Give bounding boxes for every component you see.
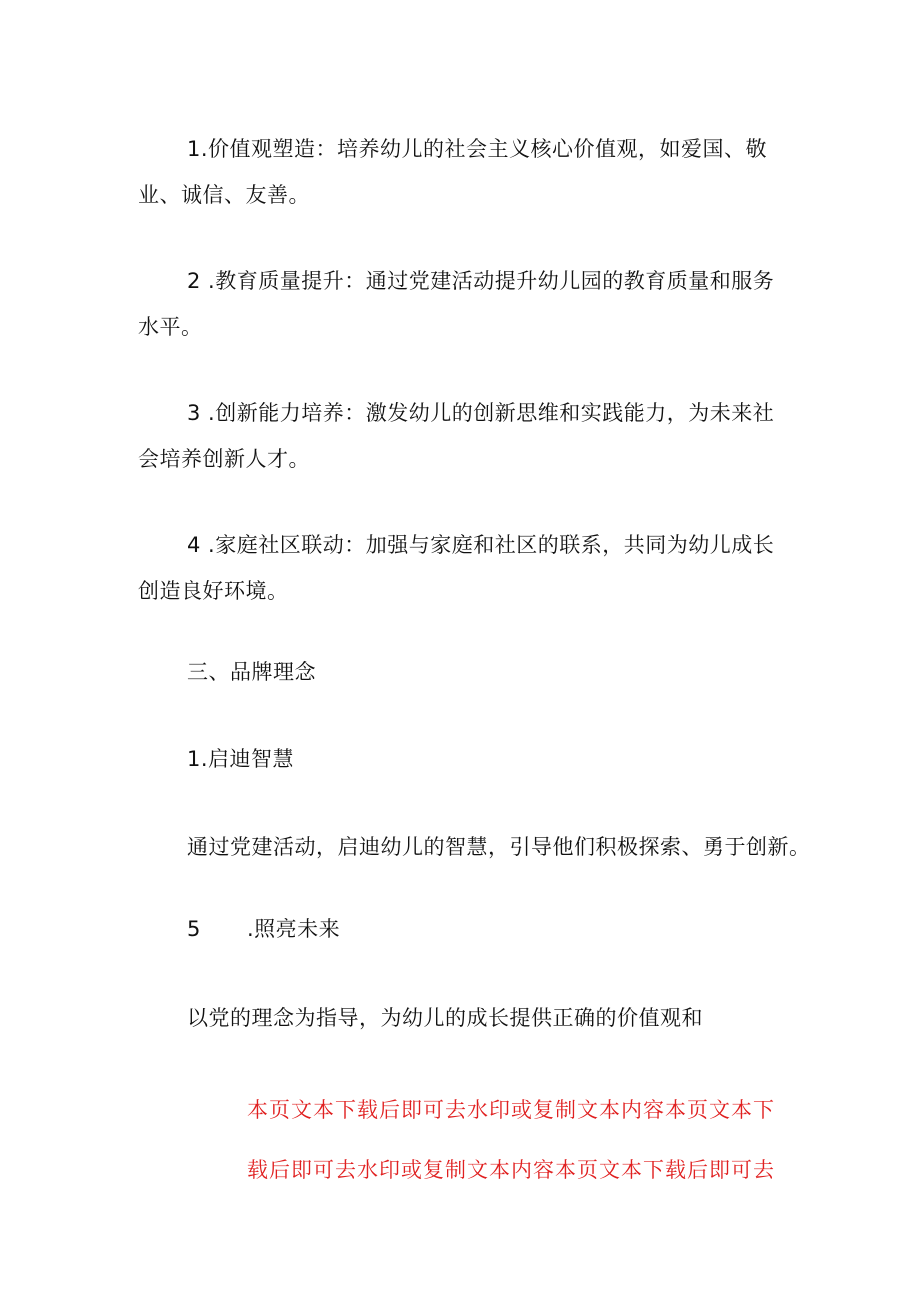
concept-number-2: 5: [187, 917, 201, 941]
watermark-line-1: 本页文本下载后即可去水印或复制文本内容本页文本下: [247, 1098, 775, 1122]
watermark-line-2: 载后即可去水印或复制文本内容本页文本下载后即可去: [247, 1158, 775, 1182]
concept-title-2-text: .照亮未来: [247, 917, 341, 941]
goal-paragraph-3: 3 .创新能力培养：激发幼儿的创新思维和实践能力，为未来社会培养创新人才。: [138, 401, 775, 471]
concept-body-1: 通过党建活动，启迪幼儿的智慧，引导他们积极探索、勇于创新。: [187, 835, 811, 859]
section-heading: 三、品牌理念: [187, 660, 316, 684]
concept-title-1: 1.启迪智慧: [187, 747, 295, 771]
concept-title-2: [187, 914, 340, 944]
goal-paragraph-4: 4 .家庭社区联动：加强与家庭和社区的联系，共同为幼儿成长创造良好环境。: [138, 533, 775, 603]
concept-body-2: 以党的理念为指导，为幼儿的成长提供正确的价值观和: [187, 1006, 703, 1030]
goal-paragraph-1: 1.价值观塑造：培养幼儿的社会主义核心价值观，如爱国、敬业、诚信、友善。: [138, 137, 768, 207]
goal-paragraph-2: 2 .教育质量提升：通过党建活动提升幼儿园的教育质量和服务水平。: [138, 269, 775, 339]
